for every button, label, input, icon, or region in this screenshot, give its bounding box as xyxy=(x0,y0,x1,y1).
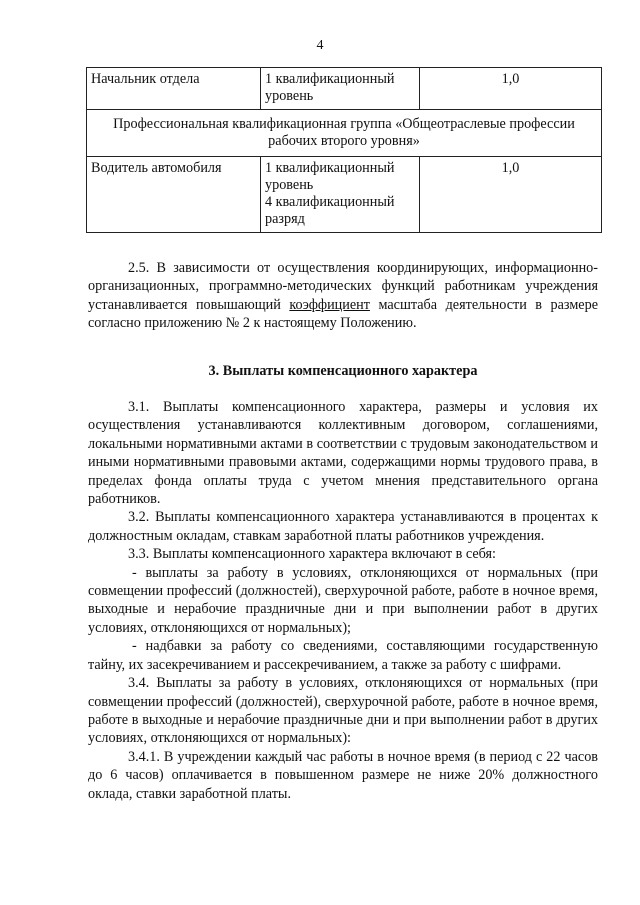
table-row xyxy=(87,157,602,233)
paragraph-3-2: 3.2. Выплаты компенсационного характера устанавливаются в процентах к должностным окладам, ставкам заработной платы работников учреждения. xyxy=(88,509,598,544)
section-3-body xyxy=(88,398,598,803)
table-cell-position: Начальник отдела xyxy=(87,68,261,110)
paragraph-3-4-1: 3.4.1. В учреждении каждый час работы в ночное время (в период с 22 часов до 6 часов) оплачивается в повышенном размере не ниже 20% должностного оклада, ставки заработной платы. xyxy=(88,748,598,802)
underlined-word: коэффициент xyxy=(289,296,370,313)
paragraph-3-1: 3.1. Выплаты компенсационного характера, размеры и условия их осуществления устанавливаются коллективным договором, соглашениями, локальными нормативными актами в соответствии с трудовым законодательством и иными нормативными правовыми актами, содержащими нормы трудового права, в пределах фонда оплаты труда с учетом мнения представительного органа работников. xyxy=(88,399,598,508)
table-cell-level xyxy=(261,157,420,233)
section-heading: 3. Выплаты компенсационного характера xyxy=(208,363,478,379)
qualification-table xyxy=(86,67,602,233)
paragraph-2-5 xyxy=(88,259,598,333)
table-row-group xyxy=(87,110,602,157)
table-cell-coefficient: 1,0 xyxy=(420,68,602,110)
paragraph-3-3-b: - надбавки за работу со сведениями, составляющими государственную тайну, их засекречиванием и рассекречиванием, а также за работу с шифрами. xyxy=(88,638,598,673)
level-line: 4 квалификационный разряд xyxy=(265,194,395,227)
paragraph-3-3-a: - выплаты за работу в условиях, отклоняющихся от нормальных (при совмещении профессий (должностей), сверхурочной работе, работе в ночное время, выходные и нерабочие праздничные дни и при выполнении работ в других условиях, отклоняющихся от нормальных); xyxy=(88,564,598,636)
page-number: 4 xyxy=(316,38,324,53)
p-2-5-text: 2.5. В зависимости от осуществления координирующих, информационно-организационных, программно-методических функций работникам учреждения устанавливается повышающий xyxy=(88,260,598,313)
section-3-heading xyxy=(88,362,598,380)
table-cell-group: Профессиональная квалификационная группа «Общеотраслевые профессии рабочих второго уровня» xyxy=(87,110,602,157)
table-row xyxy=(87,68,602,110)
table-cell-position: Водитель автомобиля xyxy=(87,157,261,233)
paragraph-3-3: 3.3. Выплаты компенсационного характера включают в себя: xyxy=(128,546,496,563)
level-line: 1 квалификационный уровень xyxy=(265,160,395,193)
paragraph-3-4: 3.4. Выплаты за работу в условиях, отклоняющихся от нормальных (при совмещении профессий (должностей), сверхурочной работе, работе в ночное время, работе в выходные и нерабочие праздничные дни и при выполнении работ в других условиях, отклоняющихся от нормальных): xyxy=(88,675,598,747)
p-2-5-text-end: масштаба деятельности в размере согласно приложению № 2 к настоящему Положению. xyxy=(88,296,598,332)
table-cell-coefficient: 1,0 xyxy=(420,157,602,233)
table-cell-level: 1 квалификационный уровень xyxy=(261,68,420,110)
